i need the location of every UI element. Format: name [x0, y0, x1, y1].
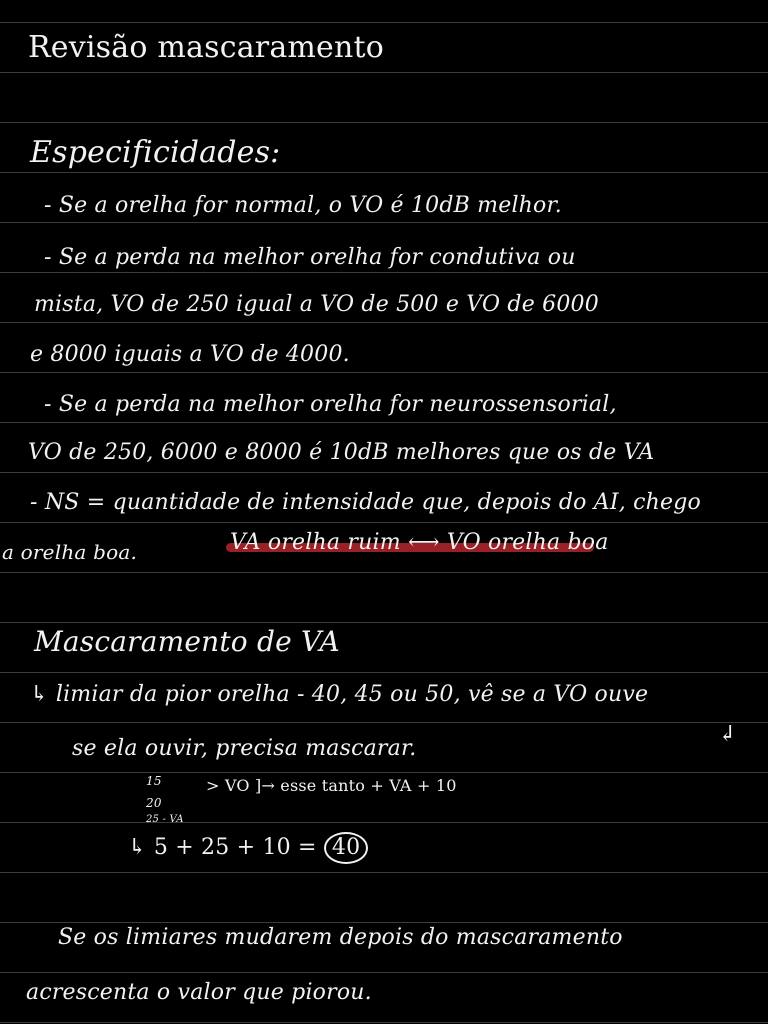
ruled-line: [0, 922, 768, 923]
note-line: VO de 250, 6000 e 8000 é 10dB melhores que os de VA: [28, 440, 655, 465]
note-line: a orelha boa.: [2, 540, 138, 564]
ruled-line: [0, 22, 768, 23]
ruled-line: [0, 222, 768, 223]
note-line: - Se a orelha for normal, o VO é 10dB melhor.: [44, 193, 562, 218]
note-line: mista, VO de 250 igual a VO de 500 e VO de 6000: [34, 292, 599, 317]
ruled-line: [0, 972, 768, 973]
note-line: - NS = quantidade de intensidade que, depois do AI, chego: [30, 490, 701, 515]
step-rule: > VO ]→ esse tanto + VA + 10: [206, 776, 457, 795]
arrow-icon: ↲: [718, 722, 737, 747]
circled-result: 40: [324, 832, 368, 864]
step-value: 25 - VA: [146, 814, 184, 825]
ruled-line: [0, 772, 768, 773]
especificidades-heading: Especificidades:: [30, 135, 281, 170]
note-line: - Se a perda na melhor orelha for neurossensorial,: [44, 392, 617, 417]
ruled-line: [0, 72, 768, 73]
note-line: Se os limiares mudarem depois do mascaramento: [58, 925, 623, 950]
mascaramento-heading: Mascaramento de VA: [34, 625, 340, 658]
ruled-line: [0, 722, 768, 723]
ruled-line: [0, 872, 768, 873]
note-line: ↳ limiar da pior orelha - 40, 45 ou 50, vê se a VO ouve: [30, 682, 649, 707]
note-line: acrescenta o valor que piorou.: [26, 980, 372, 1005]
ruled-line: [0, 122, 768, 123]
ruled-line: [0, 822, 768, 823]
ruled-line: [0, 1022, 768, 1023]
note-line: - Se a perda na melhor orelha for condutiva ou: [44, 245, 576, 270]
note-line: se ela ouvir, precisa mascarar.: [72, 736, 417, 761]
calculation-line: [128, 832, 368, 864]
ruled-line: [0, 172, 768, 173]
ruled-line: [0, 472, 768, 473]
ruled-line: [0, 322, 768, 323]
ruled-line: [0, 522, 768, 523]
ruled-line: [0, 622, 768, 623]
ruled-line: [0, 672, 768, 673]
ruled-line: [0, 272, 768, 273]
note-line: e 8000 iguais a VO de 4000.: [30, 342, 350, 367]
ruled-line: [0, 572, 768, 573]
step-value: 15: [146, 774, 162, 788]
page-title: Revisão mascaramento: [28, 30, 385, 65]
ruled-line: [0, 422, 768, 423]
calculation-expression: ↳ 5 + 25 + 10 =: [128, 835, 317, 860]
ruled-line: [0, 372, 768, 373]
step-value: 20: [146, 796, 162, 810]
highlighted-note: VA orelha ruim ⟷ VO orelha boa: [230, 530, 609, 555]
